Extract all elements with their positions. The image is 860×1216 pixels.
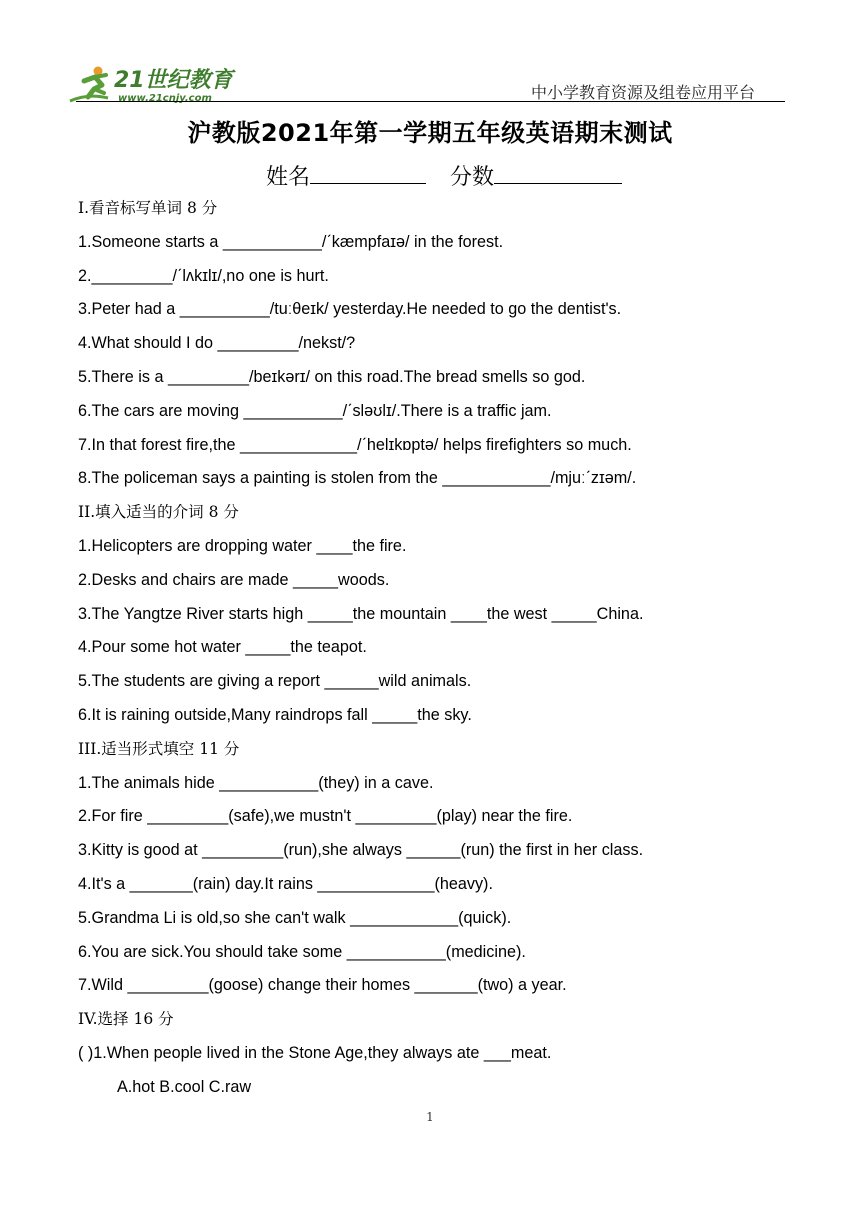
page-number: 1 — [426, 1110, 434, 1124]
question-item: 2.For fire _________(safe),we mustn't _________(play) near the fire. — [78, 807, 573, 826]
section-heading: IV.选择 16 分 — [78, 1010, 174, 1029]
question-item: 7.Wild _________(goose) change their homes _______(two) a year. — [78, 976, 567, 995]
question-item: 1.The animals hide ___________(they) in a cave. — [78, 773, 434, 792]
section-heading: II.填入适当的介词 8 分 — [78, 503, 239, 522]
answer-options: A.hot B.cool C.raw — [117, 1077, 252, 1096]
svg-text:www.21cnjy.com: www.21cnjy.com — [118, 93, 212, 104]
question-item: 5.Grandma Li is old,so she can't walk ____________(quick). — [78, 908, 512, 927]
question-item: 3.The Yangtze River starts high _____the mountain ____the west _____China. — [78, 604, 644, 623]
name-blank[interactable] — [310, 161, 426, 184]
question-item: 7.In that forest fire,the _____________/ˊhelɪkɒptə/ helps firefighters so much. — [78, 435, 632, 454]
question-item: 5.The students are giving a report ______wild animals. — [78, 672, 472, 691]
question-item: 5.There is a _________/beɪkərɪ/ on this road.The bread smells so god. — [78, 367, 586, 386]
svg-text:21世纪教育: 21世纪教育 — [114, 68, 233, 93]
question-item: ( )1.When people lived in the Stone Age,they always ate ___meat. — [78, 1043, 552, 1062]
platform-name: 中小学教育资源及组卷应用平台 — [531, 83, 756, 102]
section-heading: I.看音标写单词 8 分 — [78, 199, 218, 217]
question-item: 4.Pour some hot water _____the teapot. — [78, 638, 367, 657]
question-item: 4.It's a _______(rain) day.It rains _____________(heavy). — [78, 874, 493, 893]
question-item: 6.You are sick.You should take some ___________(medicine). — [78, 942, 526, 961]
header-divider — [76, 101, 785, 102]
site-logo — [68, 63, 238, 105]
question-item: 1.Someone starts a ___________/ˊkæmpfaɪə/ in the forest. — [78, 232, 504, 251]
question-list — [78, 197, 808, 1110]
runner-logo-icon — [68, 63, 238, 105]
question-item: 2._________/ˊlʌkɪlɪ/,no one is hurt. — [78, 266, 329, 285]
question-item: 4.What should I do _________/nekst/? — [78, 334, 356, 353]
score-blank[interactable] — [494, 161, 622, 184]
name-label: 姓名 — [266, 165, 311, 190]
question-item: 2.Desks and chairs are made _____woods. — [78, 570, 390, 589]
question-item: 6.It is raining outside,Many raindrops fall _____the sky. — [78, 705, 472, 724]
question-item: 6.The cars are moving ___________/ˊsləʊlɪ/.There is a traffic jam. — [78, 401, 552, 420]
name-score-row — [266, 160, 622, 191]
question-item: 8.The policeman says a painting is stolen from the ____________/mjuːˊzɪəm/. — [78, 469, 637, 488]
section-heading: III.适当形式填空 11 分 — [78, 739, 240, 758]
question-item: 1.Helicopters are dropping water ____the fire. — [78, 536, 407, 555]
page-title: 沪教版2021年第一学期五年级英语期末测试 — [187, 119, 673, 147]
question-item: 3.Peter had a __________/tuːθeɪk/ yesterday.He needed to go the dentist's. — [78, 300, 622, 319]
question-item: 3.Kitty is good at _________(run),she always ______(run) the first in her class. — [78, 841, 644, 860]
score-label: 分数 — [450, 165, 495, 190]
